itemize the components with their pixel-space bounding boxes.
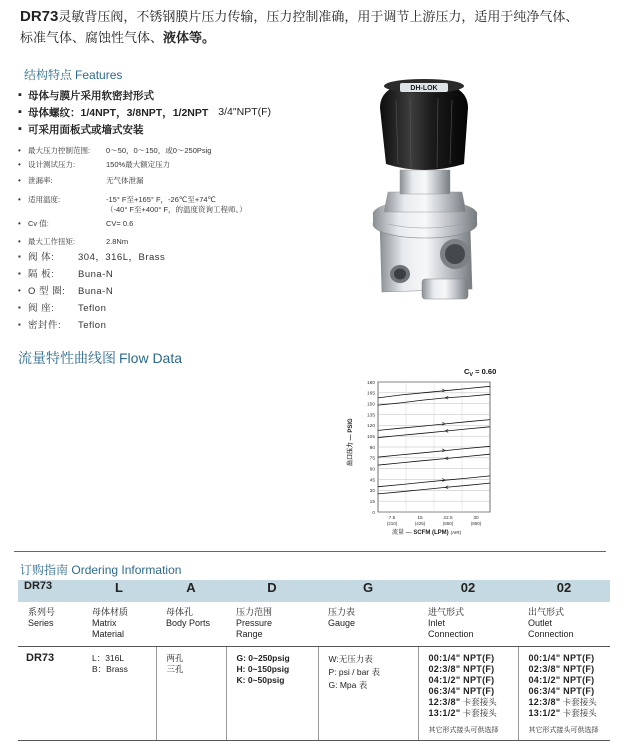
chart-xtick-label: 22.5 (443, 516, 453, 521)
spec-item: • 最大工作扭矩: 2.8Nm (18, 237, 129, 246)
order-code-inlet: 02 (418, 580, 518, 602)
order-code-gauge: G (318, 580, 418, 602)
chart-title: $C_V = 0.60$ (464, 367, 497, 378)
outlet-options: 00:1/4" NPT(F) 02:3/8" NPT(F) 04:1/2" NPT(F) 06:3/4" NPT(F) 12:3/8" 卡套接头 13:1/2" 卡套接头 其它形式接头可供选择 (518, 646, 610, 740)
features-title-cn: 结构特点 (24, 68, 73, 82)
order-code-pressure: D (226, 580, 318, 602)
material-item: ▪ 密封件: Teflon (18, 320, 107, 331)
intro-line1: 灵敏背压阀，不锈钢膜片压力传输，压力控制准确，用于调节上游压力，适用于纯净气体、 (58, 9, 579, 24)
chart-xtick-sublabel: (650) (442, 521, 454, 526)
chart-ytick-label: 105 (366, 434, 375, 440)
material-item: ▪ 阀 座: Teflon (18, 303, 107, 314)
spec-item: • Cv 值: CV= 0.6 (18, 219, 134, 228)
chart-ytick-label: 75 (369, 456, 375, 462)
label-material: 母体材质 Matrix Material (82, 602, 156, 646)
chart-ytick-label: 90 (369, 445, 375, 451)
intro-line2-bold: 液体等。 (163, 30, 216, 45)
chart-ytick-label: 60 (369, 467, 375, 473)
bullet-icon: • (18, 146, 21, 155)
model-name: DR73 (20, 8, 59, 25)
chart-series-arrow (442, 389, 445, 392)
chart-yticks (367, 380, 375, 516)
features-list (18, 88, 348, 332)
bullet-icon: ▪ (18, 320, 22, 329)
order-data-row (18, 646, 610, 740)
chart-series-arrow (442, 449, 445, 452)
chart-ylabel: 出口压力 — PSIG (348, 418, 354, 466)
flow-title-en: Flow Data (119, 350, 183, 366)
order-header-row (18, 580, 610, 602)
label-inlet: 进气形式 Inlet Connection (418, 602, 518, 646)
bullet-icon: ▪ (18, 269, 22, 278)
order-title (20, 561, 181, 578)
order-code-ports: A (156, 580, 226, 602)
feature-main-item: ▪ 母体与膜片采用软密封形式 (18, 89, 154, 102)
bullet-icon: ▪ (18, 106, 22, 118)
label-gauge: 压力表 Gauge (318, 602, 418, 646)
series-value: DR73 (18, 646, 82, 740)
regulator-illustration (360, 74, 500, 309)
intro-text (20, 6, 620, 48)
chart-ytick-label: 30 (369, 489, 375, 495)
bullet-icon: • (18, 176, 21, 185)
chart-series-arrow (442, 422, 445, 425)
order-label-row (18, 602, 610, 646)
knob-label: DH-LOK (410, 85, 438, 92)
label-ports: 母体孔 Body Ports (156, 602, 226, 646)
chart-xtick-label: 7.5 (388, 516, 396, 521)
gauge-options: W:无压力表 P: psi / bar 表 G: Mpa 表 (318, 646, 418, 740)
bullet-icon: • (18, 195, 21, 204)
chart-xtick-label: 30 (473, 516, 479, 521)
bullet-icon: • (18, 237, 21, 246)
section-divider (14, 551, 606, 552)
chart-xtick-sublabel: (210) (386, 521, 398, 526)
chart-xtick-sublabel: (850) (470, 521, 482, 526)
material-options: L：316L B：Brass (82, 646, 156, 740)
chart-ytick-label: 120 (366, 424, 375, 430)
chart-ytick-label: 0 (372, 510, 375, 516)
chart-ytick-label: 180 (366, 380, 375, 386)
chart-ytick-label: 150 (366, 402, 375, 408)
chart-ytick-label: 45 (369, 478, 375, 484)
inlet-options: 00:1/4" NPT(F) 02:3/8" NPT(F) 04:1/2" NPT(F) 06:3/4" NPT(F) 12:3/8" 卡套接头 13:1/2" 卡套接头 其它形式接头可供选择 (418, 646, 518, 740)
order-code-outlet: 02 (518, 580, 610, 602)
features-title (24, 66, 122, 83)
product-image (360, 74, 500, 309)
feature-main-item: ▪ 母体螺纹：1/4NPT，3/8NPT，1/2NPT 3/4"NPT(F) (18, 106, 272, 119)
chart-xticks (387, 515, 482, 526)
flow-chart (340, 362, 505, 540)
order-code-series: DR73 (18, 580, 82, 602)
chart-ytick-label: 165 (366, 391, 375, 397)
label-series: 系列号 Series (18, 602, 82, 646)
chart-series-arrow (442, 478, 445, 481)
chart-xtick-label: 15 (417, 516, 423, 521)
flow-title-cn: 流量特性曲线图 (18, 350, 116, 366)
bullet-icon: ▪ (18, 89, 22, 101)
label-pressure: 压力范围 Pressure Range (226, 602, 318, 646)
chart-ytick-label: 15 (369, 499, 375, 505)
order-title-en: Ordering Information (71, 563, 182, 577)
spec-item: • 适用温度: -15° F至+165° F，-26℃至+74℃ （-40° F至+400° F，的温度资询工程师。） (18, 195, 247, 214)
flow-title (18, 348, 182, 368)
chart-xlabel: 流量 — SCFM (LPM) (AIR) (392, 530, 462, 536)
material-item: ▪ 阀 体: 304，316L，Brass (18, 252, 166, 263)
pressure-options: G: 0~250psig H: 0~150psig K: 0~50psig (226, 646, 318, 740)
bullet-icon: ▪ (18, 303, 22, 312)
feature-main-item: ▪ 可采用面板式或墙式安装 (18, 123, 144, 136)
bullet-icon: • (18, 219, 21, 228)
order-table (18, 580, 610, 741)
spec-item: • 泄漏率: 无气体泄漏 (18, 176, 144, 185)
order-code-material: L (82, 580, 156, 602)
intro-line2: 标准气体、腐蚀性气体、 (20, 30, 164, 45)
material-item: ▪ 隔 板: Buna-N (18, 269, 114, 280)
label-outlet: 出气形式 Outlet Connection (518, 602, 610, 646)
bullet-icon: • (18, 160, 21, 169)
order-title-cn: 订购指南 (20, 563, 69, 577)
features-title-en: Features (75, 68, 123, 82)
chart-xtick-sublabel: (425) (414, 521, 426, 526)
material-item: • O 型 圈: Buna-N (18, 286, 114, 297)
chart-ytick-label: 135 (366, 413, 375, 419)
bullet-icon: ▪ (18, 123, 22, 135)
bullet-icon: • (18, 286, 22, 295)
bullet-icon: ▪ (18, 252, 22, 261)
flow-chart-svg (340, 362, 505, 540)
spec-item: • 最大压力控制范围: 0～50，0～150，或0～250Psig (18, 146, 212, 155)
spec-item: • 设计测试压力: 150%最大额定压力 (18, 160, 171, 169)
ports-options: 两孔 三孔 (156, 646, 226, 740)
